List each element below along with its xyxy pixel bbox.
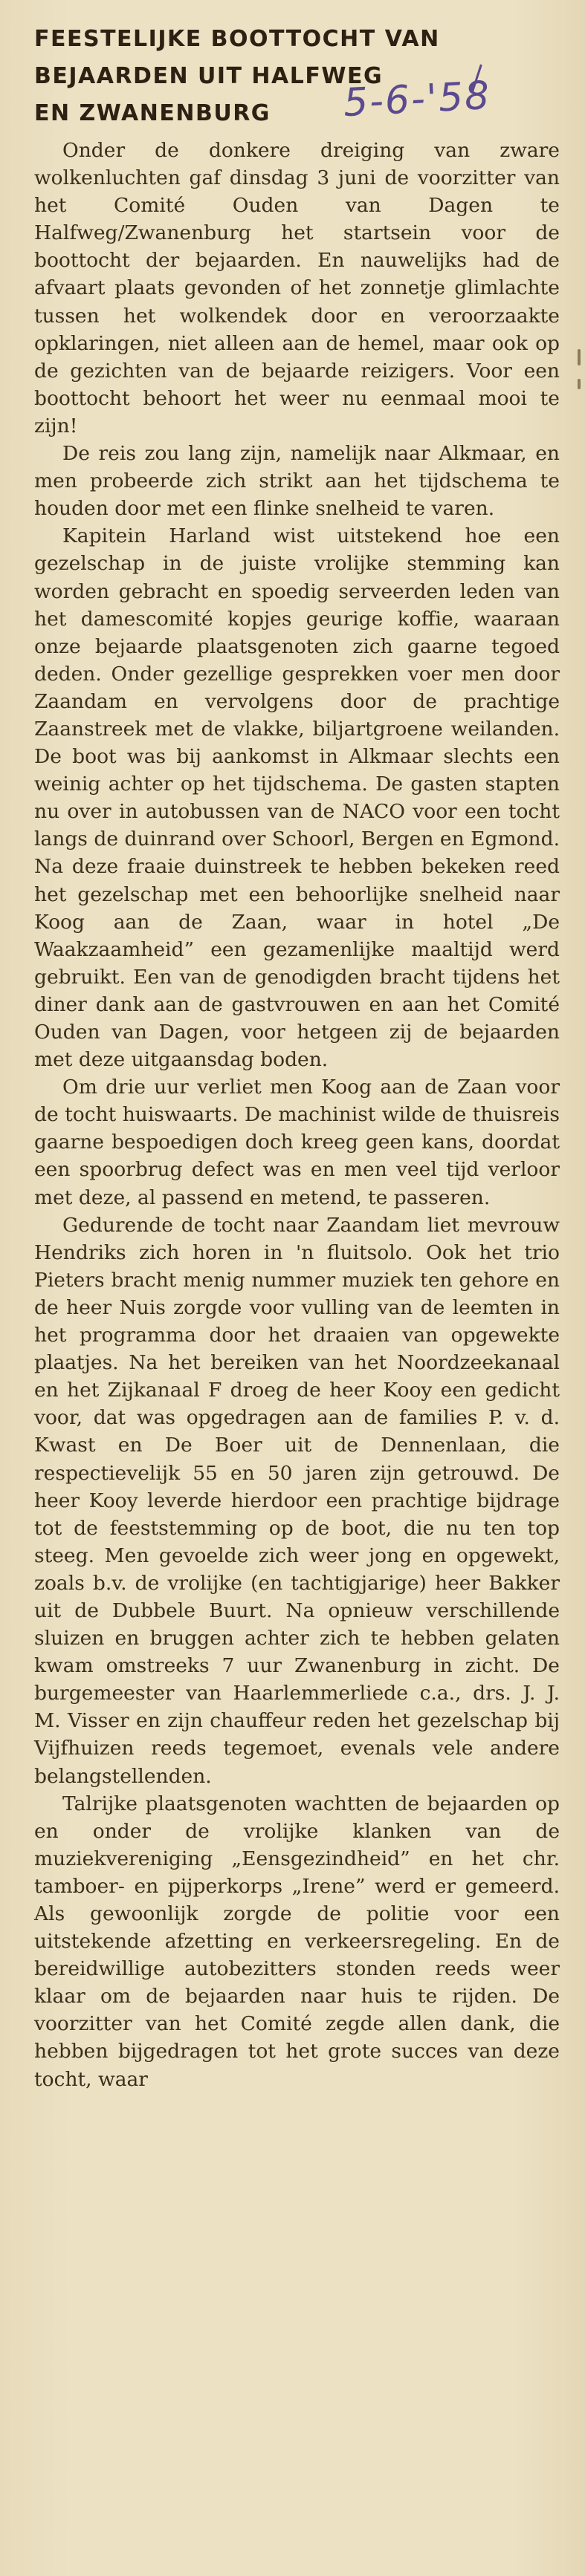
paragraph-6: Talrijke plaatsgenoten wachtten de bejaarden op en onder de vrolijke klanken van de muziekvereniging „Eensgezindheid” en het chr. tamboer- en pijperkorps „Irene” werd er gemeerd. Als gewoonlijk zorgde de politie voor een uitstekende afzetting en verkeersregeling. En de bereidwillige autobezitters stonden reeds weer klaar om de bejaarden naar huis te rijden. De voorzitter van het Comité zegde allen dank, die hebben bijgedragen tot het grote succes van deze tocht, waar <box>34 1792 560 2091</box>
headline-line-2: BEJAARDEN UIT HALFWEG <box>34 63 384 89</box>
paragraph-5: Gedurende de tocht naar Zaandam liet mevrouw Hendriks zich horen in 'n fluitsolo. Ook het trio Pieters bracht menig nummer muziek ten gehore en de heer Nuis zorgde voor vulling van de leemten in het programma door het draaien van opgewekte plaatjes. Na het bereiken van het Noordzeekanaal en het Zijkanaal F droeg de heer Kooy een gedicht voor, dat was opgedragen aan de families P. v. d. Kwast en De Boer uit de Dennenlaan, die respectievelijk 55 en 50 jaren zijn getrouwd. De heer Kooy leverde hierdoor een prachtige bijdrage tot de feeststemming op de boot, die nu ten top steeg. Men gevoelde zich weer jong en opgewekt, zoals b.v. de vrolijke (en tachtigjarige) heer Bakker uit de Dubbele Buurt. Na opnieuw verschillende sluizen en bruggen achter zich te hebben gelaten kwam omstreeks 7 uur Zwanenburg in zicht. De burgemeester van Haarlemmerliede c.a., drs. J. J. M. Visser en zijn chauffeur reden het gezelschap bij Vijfhuizen reeds tegemoet, evenals vele andere belangstellenden. <box>34 1213 560 1788</box>
paragraph-3: Kapitein Harland wist uitstekend hoe een gezelschap in de juiste vrolijke stemming kan worden gebracht en spoedig serveerden leden van het damescomité kopjes geurige koffie, waaraan onze bejaarde plaatsgenoten zich gaarne tegoed deden. Onder gezellige gesprekken voer men door Zaandam en vervolgens door de prachtige Zaanstreek met de vlakke, biljartgroene weilanden. De boot was bij aankomst in Alkmaar slechts een weinig achter op het tijdschema. De gasten stapten nu over in autobussen van de NACO voor een tocht langs de duinrand over Schoorl, Bergen en Egmond. Na deze fraaie duinstreek te hebben bekeken reed het gezelschap met een behoorlijke snelheid naar Koog aan de Zaan, waar in hotel „De Waakzaamheid” een gezamenlijke maaltijd werd gebruikt. Een van de genodigden bracht tijdens het diner dank aan de gastvrouwen en aan het Comité Ouden van Dagen, voor hetgeen zij de bejaarden met deze uitgaansdag boden. <box>34 524 560 1072</box>
headline-line-3: EN ZWANENBURG <box>34 100 271 126</box>
paragraph-4: Om drie uur verliet men Koog aan de Zaan voor de tocht huiswaarts. De machinist wilde de thuisreis gaarne bespoedigen doch kreeg geen kans, doordat een spoorbrug defect was en men veel tijd verloor met deze, al passend en metend, te passeren. <box>34 1076 560 1209</box>
edge-mark <box>578 349 581 365</box>
handwritten-date: 5-6-'58 <box>342 73 492 126</box>
paragraph-2: De reis zou lang zijn, namelijk naar Alkmaar, en men probeerde zich strikt aan het tijdschema te houden door met een flinke snelheid te varen. <box>34 442 560 521</box>
headline-line-1: FEESTELIJKE BOOTTOCHT VAN <box>34 26 440 52</box>
edge-mark <box>578 379 581 389</box>
paragraph-1: Onder de donkere dreiging van zware wolkenluchten gaf dinsdag 3 juni de voorzitter van het Comité Ouden van Dagen te Halfweg/Zwanenburg het startsein voor de boottocht der bejaarden. En nauwelijks had de afvaart plaats gevonden of het zonnetje glimlachte tussen het wolkendek door en veroorzaakte opklaringen, niet alleen aan de hemel, maar ook op de gezichten van de bejaarde reizigers. Voor een boottocht behoort het weer nu eenmaal mooi te zijn! <box>34 139 560 438</box>
article-body <box>34 137 560 2093</box>
